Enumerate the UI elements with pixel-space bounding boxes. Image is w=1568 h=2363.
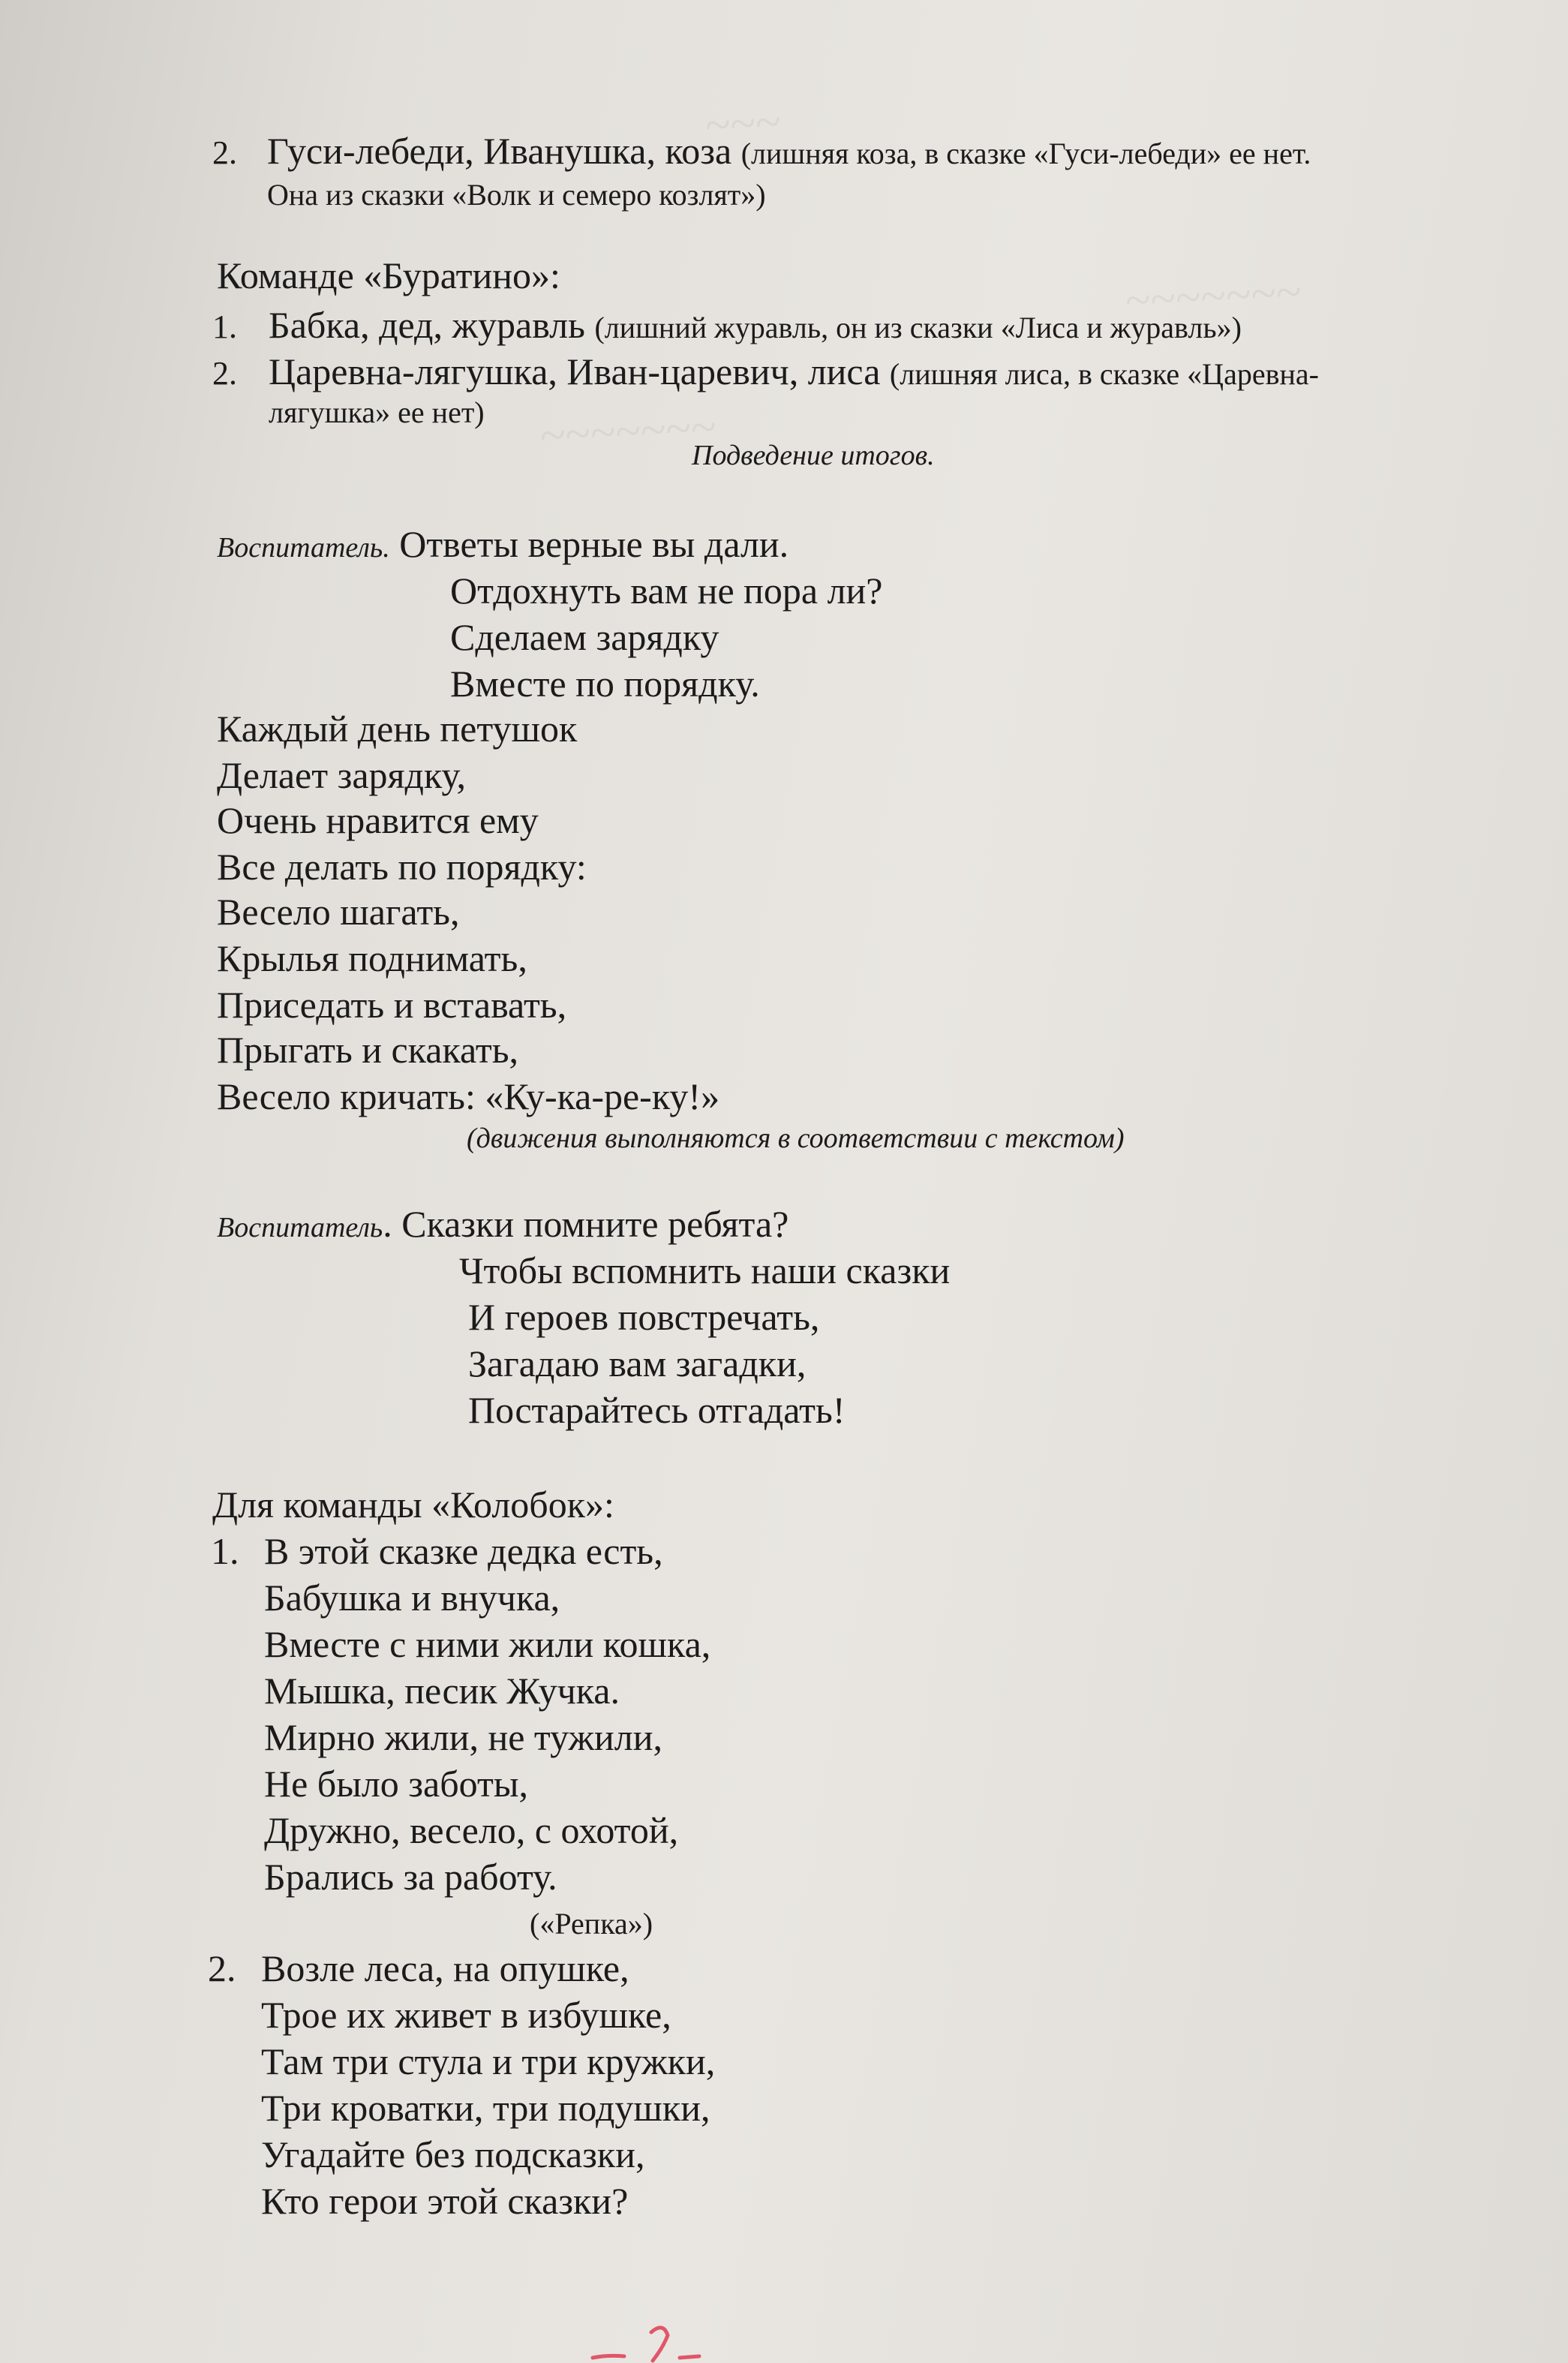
poem-line: Крылья поднимать, <box>217 937 527 979</box>
red-ink-scribble <box>585 2319 705 2363</box>
poem-line: Все делать по порядку: <box>217 846 587 888</box>
poem-line: Очень нравится ему <box>217 799 539 841</box>
bleed-through-mark: ~~~~~~~ <box>539 401 718 462</box>
list-item-note: лягушка» ее нет) <box>269 395 485 429</box>
list-item-line <box>269 306 1242 344</box>
list-item-note: (лишняя лиса, в сказке «Царевна- <box>889 357 1319 391</box>
list-number: 2. <box>212 134 237 171</box>
poem-line-text: Сказки помните ребята? <box>401 1203 789 1245</box>
poem-line: И героев повстречать, <box>468 1296 820 1338</box>
list-item-note: (лишняя коза, в сказке «Гуси-лебеди» ее нет. <box>740 137 1311 170</box>
poem-line: Постарайтесь отгадать! <box>468 1389 846 1431</box>
list-number: 2. <box>212 355 237 392</box>
stage-direction: (движения выполняются в соответствии с текстом) <box>467 1123 1125 1154</box>
red-ink-stroke <box>593 2355 624 2358</box>
bleed-through-mark: ~~~~~~~ <box>1124 266 1303 327</box>
bleed-through-mark: ~~~ <box>704 96 782 152</box>
list-item-main: Гуси-лебеди, Иванушка, коза <box>267 130 732 172</box>
riddle-line: В этой сказке дедка есть, <box>264 1530 663 1572</box>
list-item-note: Она из сказки «Волк и семеро козлят») <box>267 178 766 212</box>
riddle-line: Трое их живет в избушке, <box>261 1994 671 2036</box>
riddle-line: Брались за работу. <box>264 1856 557 1898</box>
poem-line: Весело шагать, <box>217 891 460 933</box>
riddle-line: Бабушка и внучка, <box>264 1577 560 1619</box>
list-item-line <box>269 350 1319 392</box>
list-item-note: (лишний журавль, он из сказки «Лиса и журавль») <box>594 311 1242 344</box>
list-number: 1. <box>212 308 237 345</box>
poem-line: Делает зарядку, <box>217 754 467 796</box>
riddle-line: Три кроватки, три подушки, <box>261 2087 710 2129</box>
riddle-number: 1. <box>211 1530 239 1572</box>
poem-line: Приседать и вставать, <box>217 984 567 1026</box>
riddle-line: Угадайте без подсказки, <box>261 2133 645 2175</box>
poem-line: Весело кричать: «Ку-ка-ре-ку!» <box>217 1075 720 1117</box>
poem-line: Загадаю вам загадки, <box>468 1342 807 1384</box>
red-ink-stroke <box>680 2356 699 2358</box>
list-item-main: Бабка, дед, журавль <box>269 304 585 346</box>
riddle-line: Мирно жили, не тужили, <box>264 1716 662 1758</box>
list-item-main: Царевна-лягушка, Иван-царевич, лиса <box>269 350 881 392</box>
poem-line: Прыгать и скакать, <box>217 1029 519 1071</box>
section-heading: Команде «Буратино»: <box>217 254 560 296</box>
speaker-label: Воспитатель. <box>217 532 390 564</box>
list-item-line <box>267 132 1311 170</box>
poem-line: Каждый день петушок <box>217 708 578 750</box>
speaker-label: Воспитатель <box>217 1212 383 1243</box>
poem-line <box>217 1205 789 1243</box>
poem-line: Вместе по порядку. <box>450 663 760 705</box>
riddle-number: 2. <box>208 1947 236 1989</box>
riddle-line: Мышка, песик Жучка. <box>264 1670 620 1712</box>
poem-line <box>217 525 789 563</box>
poem-line: Отдохнуть вам не пора ли? <box>450 570 883 612</box>
riddle-answer: («Репка») <box>530 1907 653 1941</box>
riddle-line: Дружно, весело, с охотой, <box>264 1809 679 1851</box>
riddle-line: Вместе с ними жили кошка, <box>264 1623 711 1665</box>
riddle-line: Там три стула и три кружки, <box>261 2040 716 2082</box>
red-ink-stroke <box>651 2328 668 2361</box>
section-heading: Для команды «Колобок»: <box>212 1484 614 1526</box>
poem-line: Чтобы вспомнить наши сказки <box>459 1249 951 1291</box>
poem-line-text: Ответы верные вы дали. <box>399 523 789 565</box>
riddle-line: Не было заботы, <box>264 1763 528 1805</box>
summary-note: Подведение итогов. <box>692 440 935 471</box>
riddle-line: Возле леса, на опушке, <box>261 1947 629 1989</box>
riddle-line: Кто герои этой сказки? <box>261 2180 629 2222</box>
speaker-dot: . <box>383 1203 392 1245</box>
poem-line: Сделаем зарядку <box>450 616 719 658</box>
